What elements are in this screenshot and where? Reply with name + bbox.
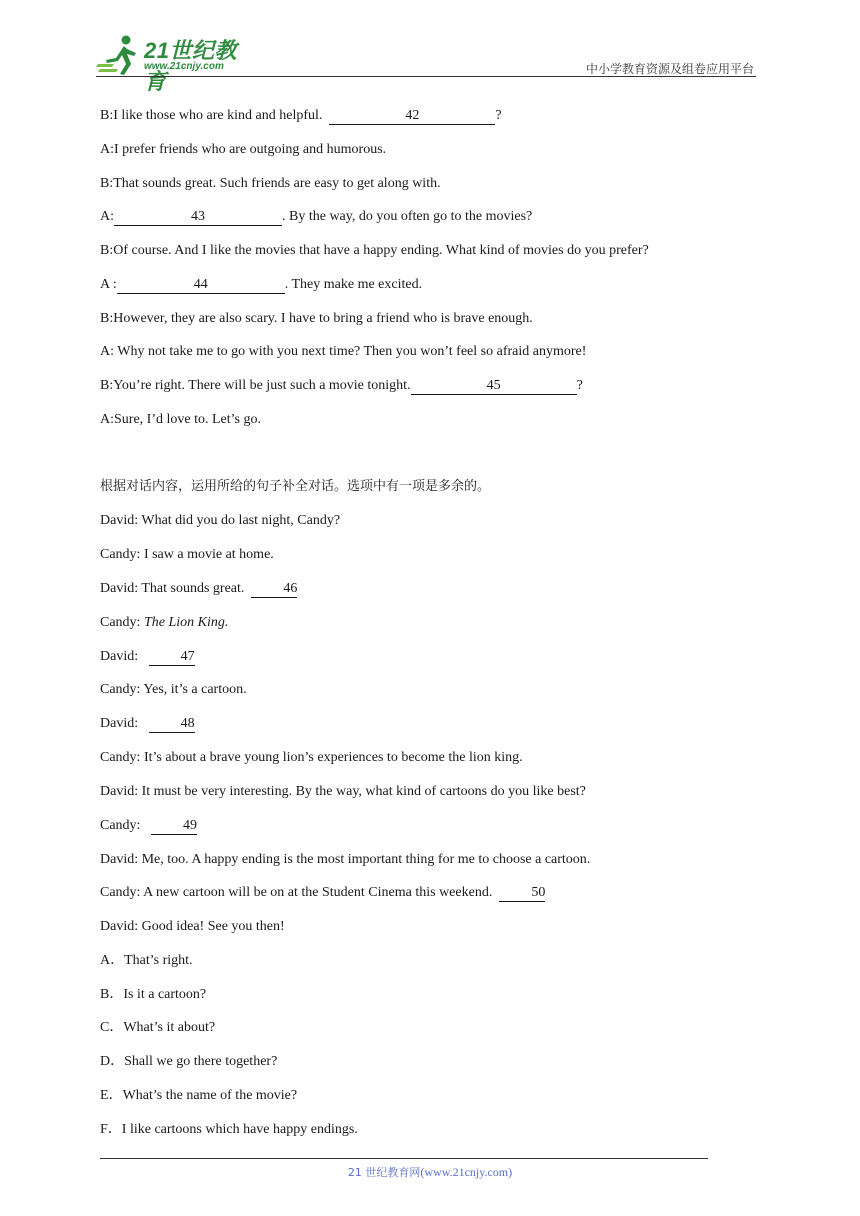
dialogue-line: A : 44 . They make me excited. — [100, 277, 423, 292]
option-e: E．What’s the name of the movie? — [100, 1088, 298, 1103]
dialogue-line: Candy: 49 — [100, 818, 197, 833]
logo-text: 21世纪教育 — [144, 38, 237, 94]
dialogue-line: David: 47 — [100, 649, 195, 664]
footer-site-url[interactable]: (www.21cnjy.com) — [420, 1165, 513, 1179]
dialogue-line: B:I like those who are kind and helpful. 42 ? — [100, 108, 502, 123]
blank-43[interactable]: 43 — [114, 209, 282, 226]
dialogue-line: Candy: The Lion King. — [100, 615, 229, 630]
dialogue-line: A:Sure, I’d love to. Let’s go. — [100, 412, 261, 427]
footer-site-name: 21 世纪教育网 — [347, 1166, 421, 1179]
page-header — [0, 0, 860, 94]
logo — [96, 34, 256, 94]
blank-49[interactable]: 49 — [151, 818, 197, 835]
logo-url: www.21cnjy.com — [144, 61, 224, 72]
blank-45[interactable]: 45 — [411, 378, 577, 395]
dialogue-line: A:I prefer friends who are outgoing and humorous. — [100, 142, 387, 157]
dialogue-line: David: What did you do last night, Candy? — [100, 513, 341, 528]
dialogue-line: David: That sounds great. 46 — [100, 581, 298, 596]
blank-44[interactable]: 44 — [117, 277, 285, 294]
blank-42[interactable]: 42 — [329, 108, 495, 125]
dialogue-line: Candy: It’s about a brave young lion’s experiences to become the lion king. — [100, 750, 523, 765]
dialogue-line: David: Good idea! See you then! — [100, 919, 285, 934]
dialogue-line: David: It must be very interesting. By the way, what kind of cartoons do you like best? — [100, 784, 586, 799]
dialogue-line: A: Why not take me to go with you next time? Then you won’t feel so afraid anymore! — [100, 344, 587, 359]
dialogue-line: A: 43 . By the way, do you often go to the movies? — [100, 209, 533, 224]
dialogue-line: Candy: Yes, it’s a cartoon. — [100, 682, 247, 697]
option-b: B．Is it a cartoon? — [100, 987, 207, 1002]
dialogue-line: David: 48 — [100, 716, 195, 731]
dialogue-line: Candy: I saw a movie at home. — [100, 547, 274, 562]
blank-50[interactable]: 50 — [499, 885, 545, 902]
movie-title: The Lion King. — [143, 615, 229, 630]
blank-47[interactable]: 47 — [149, 649, 195, 666]
dialogue-line: B:That sounds great. Such friends are easy to get along with. — [100, 176, 441, 191]
dialogue-line: David: Me, too. A happy ending is the most important thing for me to choose a cartoon. — [100, 852, 591, 867]
blank-46[interactable]: 46 — [251, 581, 297, 598]
dialogue-line: B:However, they are also scary. I have to bring a friend who is brave enough. — [100, 311, 533, 326]
dialogue-line: B:You’re right. There will be just such a movie tonight. 45 ? — [100, 378, 583, 393]
option-c: C．What’s it about? — [100, 1020, 216, 1035]
page-footer — [0, 1164, 860, 1180]
option-a: A．That’s right. — [100, 953, 193, 968]
running-man-icon — [96, 34, 142, 76]
header-divider — [96, 76, 756, 77]
option-d: D．Shall we go there together? — [100, 1054, 278, 1069]
option-f: F．I like cartoons which have happy endings. — [100, 1122, 358, 1137]
blank-48[interactable]: 48 — [149, 716, 195, 733]
header-platform-text: 中小学教育资源及组卷应用平台 — [585, 62, 754, 76]
dialogue-line: Candy: A new cartoon will be on at the Student Cinema this weekend. 50 — [100, 885, 546, 900]
dialogue-line: B:Of course. And I like the movies that have a happy ending. What kind of movies do you prefer? — [100, 243, 649, 258]
footer-divider — [100, 1158, 708, 1159]
task-instruction: 根据对话内容，运用所给的句子补全对话。选项中有一项是多余的。 — [100, 479, 491, 494]
